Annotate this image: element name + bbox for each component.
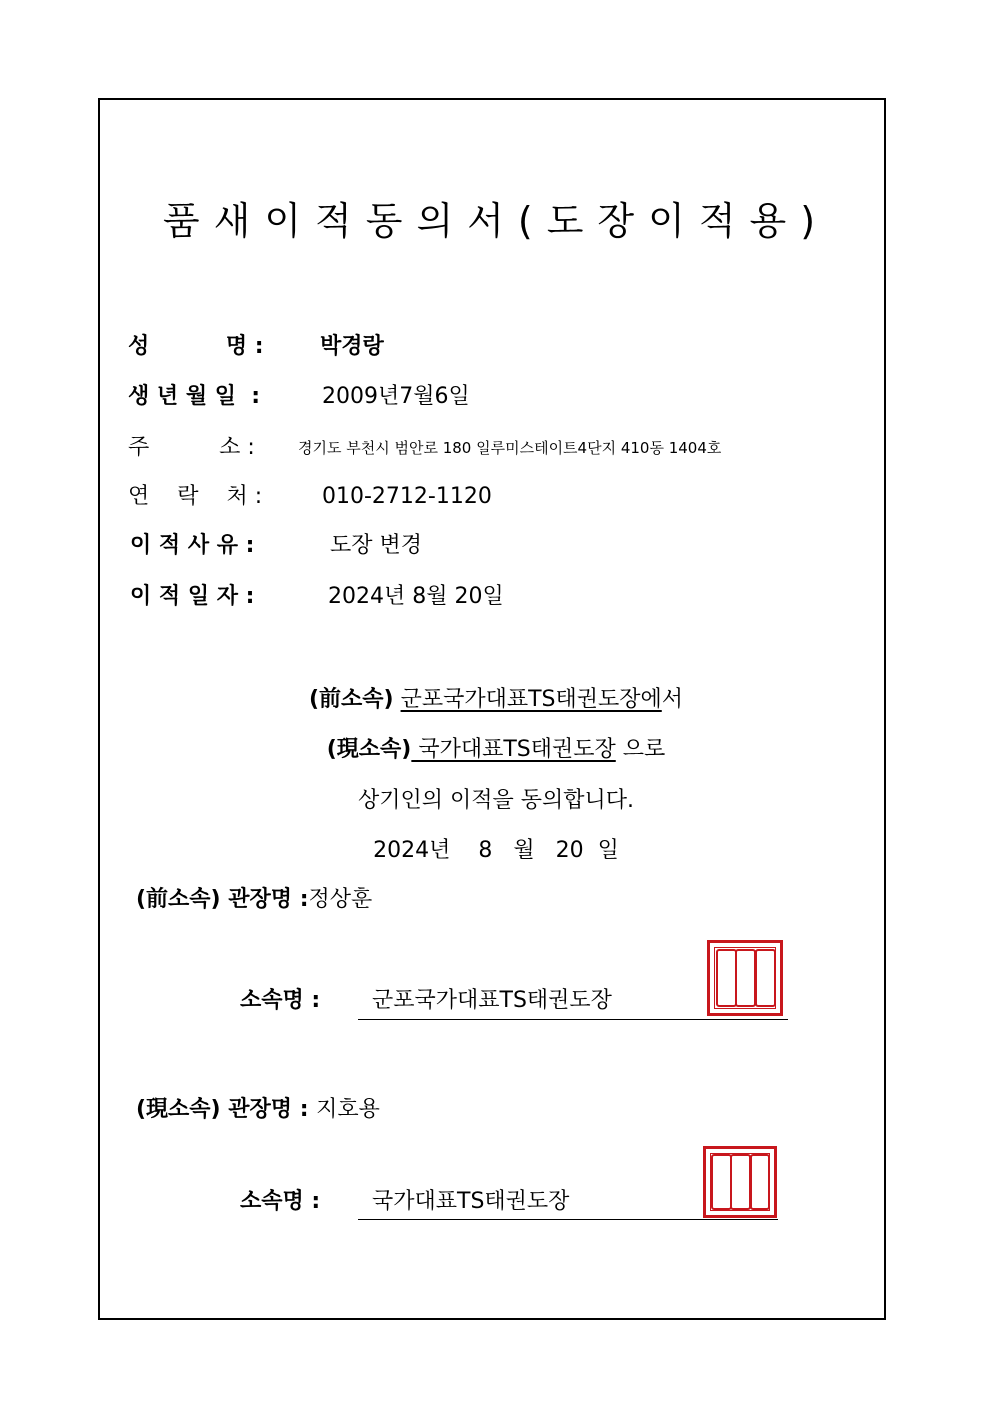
consent-text: 상기인의 이적을 동의합니다. — [357, 788, 634, 813]
curr-signature-line — [358, 1219, 778, 1220]
reason-value: 도장 변경 — [330, 533, 423, 558]
prev-affiliation-line — [0, 682, 992, 713]
curr-org-value: 국가대표TS태권도장 — [372, 1189, 570, 1214]
address-label: 주 소 : — [128, 435, 255, 460]
prev-org-value: 군포국가대표TS태권도장 — [372, 988, 612, 1013]
prev-head-value: 정상훈 — [308, 887, 373, 912]
consent-date: 2024년 8 월 20 일 — [373, 838, 619, 863]
prev-org-name: 군포국가대표TS태권도장에 — [400, 687, 662, 712]
name-label: 성 명 : — [128, 334, 264, 359]
birth-value: 2009년7월6일 — [322, 384, 470, 409]
reason-label: 이 적 사 유 : — [130, 533, 255, 558]
prev-suffix: 서 — [661, 687, 684, 712]
contact-value: 010-2712-1120 — [322, 484, 492, 509]
prev-head-label: 관장명 : — [220, 887, 309, 912]
curr-head-value: 지호용 — [316, 1097, 380, 1122]
birth-label: 생 년 월 일 : — [128, 384, 261, 409]
curr-suffix: 으로 — [615, 737, 666, 762]
address-value: 경기도 부천시 범안로 180 일루미스테이트4단지 410동 1404호 — [298, 439, 722, 457]
curr-org-name: 국가대표TS태권도장 — [411, 737, 616, 762]
prev-signature-line — [358, 1019, 788, 1020]
curr-head-row — [136, 1092, 380, 1123]
curr-affiliation-line — [0, 732, 992, 763]
contact-label: 연 락 처 : — [128, 484, 263, 509]
curr-org-label: 소속명 : — [240, 1189, 321, 1214]
transfer-date-label: 이 적 일 자 : — [130, 584, 255, 609]
curr-prefix: (現소속) — [326, 737, 412, 762]
curr-head-label: 관장명 : — [220, 1097, 317, 1122]
curr-org-seal — [703, 1146, 777, 1218]
prev-org-seal — [707, 940, 783, 1016]
curr-head-prefix: (現소속) — [136, 1097, 221, 1122]
prev-org-label: 소속명 : — [240, 988, 321, 1013]
prev-prefix: (前소속) — [308, 687, 394, 712]
prev-head-row — [136, 882, 372, 913]
name-value: 박경랑 — [320, 334, 384, 359]
prev-head-prefix: (前소속) — [136, 887, 221, 912]
document-title: 품새이적동의서(도장이적용) — [162, 199, 830, 243]
transfer-date-value: 2024년 8월 20일 — [328, 584, 504, 609]
